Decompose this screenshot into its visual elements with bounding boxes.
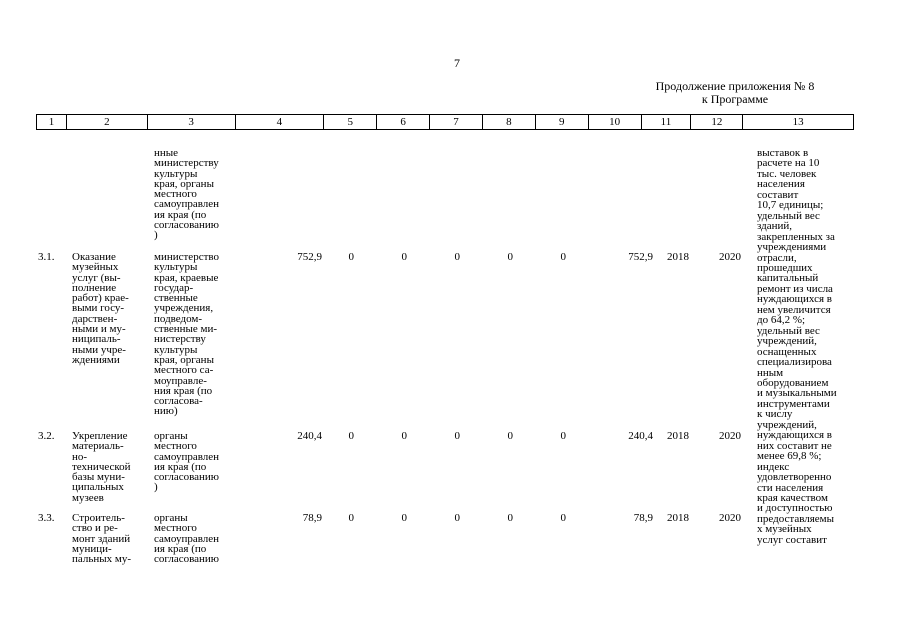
- row-3-2-c7: 0: [454, 430, 460, 442]
- row-3-3-total: 78,9: [302, 512, 322, 524]
- row-3-2-c6: 0: [401, 430, 407, 442]
- row-3-3-c6: 0: [401, 512, 407, 524]
- row-3-3-c7: 0: [454, 512, 460, 524]
- carry-over-executor: нные министерству культуры края, органы местного самоуправлен ия края (по согласованию ): [154, 147, 220, 242]
- header-col-5: 5: [324, 115, 377, 129]
- row-3-3-start-year: 2018: [667, 512, 689, 524]
- header-col-7: 7: [430, 115, 483, 129]
- row-3-2-num: 3.2.: [38, 430, 55, 442]
- header-col-9: 9: [536, 115, 589, 129]
- row-3-1-total: 752,9: [297, 251, 322, 263]
- row-3-2-total: 240,4: [297, 430, 322, 442]
- header-col-13: 13: [792, 116, 804, 128]
- row-3-1-c10: 752,9: [628, 251, 653, 263]
- page-number: 7: [454, 56, 460, 70]
- row-3-1-c9: 0: [560, 251, 566, 263]
- appendix-line-2: к Программе: [701, 92, 769, 106]
- row-3-2-start-year: 2018: [667, 430, 689, 442]
- header-col-6: 6: [377, 115, 430, 129]
- row-3-3-c9: 0: [560, 512, 566, 524]
- appendix-line-1: Продолжение приложения № 8: [655, 79, 815, 93]
- header-col-4: 4: [236, 115, 325, 129]
- row-3-2-c8: 0: [507, 430, 513, 442]
- header-col-2: 2: [67, 115, 148, 129]
- row-3-1-c6: 0: [401, 251, 407, 263]
- row-3-1-end-year: 2020: [719, 251, 741, 263]
- row-3-2-c10: 240,4: [628, 430, 653, 442]
- row-3-1-name: Оказание музейных услуг (вы- полнение работ) крае- выми госу- дарствен- ными и му- ниципаль- ными учре- ждениями: [72, 251, 129, 366]
- row-3-1-start-year: 2018: [667, 251, 689, 263]
- row-3-1-executor: министерство культуры края, краевые государ- ственные учреждения, подведом- ственные ми- нистерству культуры края, органы местного са- моуправле- ния края (по согласова- нию): [154, 251, 220, 418]
- row-3-1-c5: 0: [348, 251, 354, 263]
- row-3-2-c5: 0: [348, 430, 354, 442]
- row-3-3-c8: 0: [507, 512, 513, 524]
- row-3-3-end-year: 2020: [719, 512, 741, 524]
- row-3-3-c5: 0: [348, 512, 354, 524]
- row-3-2-executor: органы местного самоуправлен ия края (по согласованию ): [154, 430, 220, 494]
- header-col-10: 10: [589, 115, 642, 129]
- header-col-1: 1: [37, 115, 67, 129]
- table-header: [36, 114, 854, 130]
- appendix-note: [600, 80, 870, 106]
- header-col-11: 11: [642, 115, 692, 129]
- row-3-2-c9: 0: [560, 430, 566, 442]
- row-3-3-executor: органы местного самоуправлен ия края (по согласованию: [154, 512, 220, 566]
- header-col-3: 3: [148, 115, 236, 129]
- row-3-2-name: Укрепление материаль- но- технической базы муни- ципальных музеев: [72, 430, 131, 504]
- row-3-2-end-year: 2020: [719, 430, 741, 442]
- row-3-3-c10: 78,9: [633, 512, 653, 524]
- row-3-1-c7: 0: [454, 251, 460, 263]
- row-3-3-num: 3.3.: [38, 512, 55, 524]
- target-indicators: выставок в расчете на 10 тыс. человек населения составит 10,7 единицы; удельный вес зданий, закрепленных за учреждениями отрасли, прошедших капитальный ремонт из числа нуждающихся в нем увеличится до 64,2 %; удельный вес учреждений, оснащенных специализирова нным оборудованием и музыкальными инструментами к числу учреждений, нуждающихся в них составит не менее 69,8 %; индекс удовлетворенно сти населения края качеством и доступностью предоставляемы х музейных услуг составит: [757, 147, 837, 546]
- header-col-8: 8: [483, 115, 536, 129]
- header-col-12: 12: [691, 115, 743, 129]
- row-3-3-name: Строитель- ство и ре- монт зданий муници- пальных му-: [72, 512, 132, 566]
- row-3-1-c8: 0: [507, 251, 513, 263]
- row-3-1-num: 3.1.: [38, 251, 55, 263]
